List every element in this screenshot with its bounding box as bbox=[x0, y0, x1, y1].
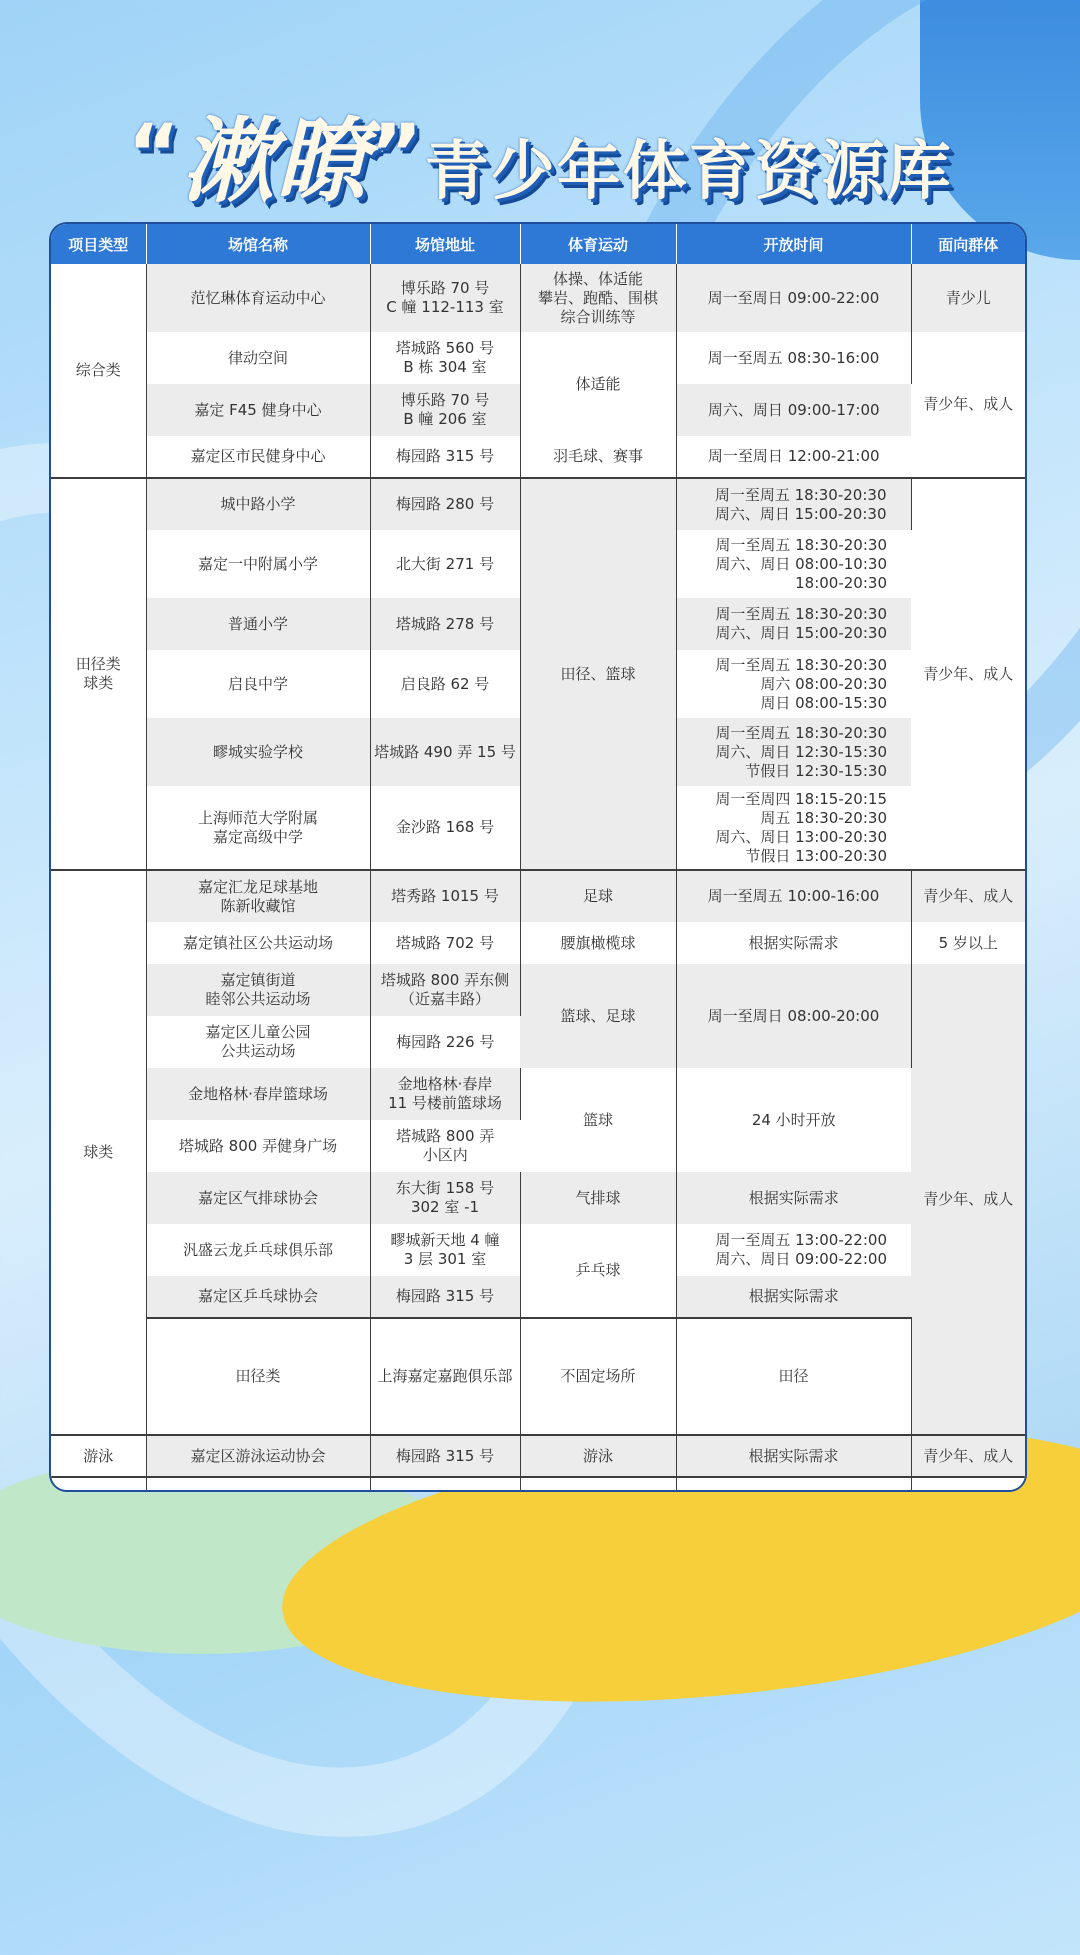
sport-cell: 气排球 bbox=[520, 1172, 676, 1224]
venue-name: 嘉定区游泳运动协会 bbox=[146, 1435, 370, 1477]
header-opening-hours: 开放时间 bbox=[676, 224, 911, 264]
venue-name: 嘉定一中附属小学 bbox=[146, 530, 370, 598]
table-row bbox=[51, 922, 1025, 964]
hours-cell: 根据实际需求 bbox=[676, 1172, 911, 1224]
audience-cell: 青少年、成人 bbox=[911, 332, 1025, 478]
venue-name: 嘉定镇社区公共运动场 bbox=[146, 922, 370, 964]
hours-cell: 周一至周五 10:00-16:00 bbox=[676, 870, 911, 922]
table-row bbox=[51, 264, 1025, 332]
hours-cell: 根据实际需求 bbox=[676, 922, 911, 964]
header-audience: 面向群体 bbox=[911, 224, 1025, 264]
sport-cell: 乒乓球 bbox=[520, 1224, 676, 1318]
venue-name: 嘉定区乒乓球协会 bbox=[146, 1276, 370, 1318]
sport-cell: 田径 bbox=[676, 1318, 911, 1435]
venue-name: 律动空间 bbox=[146, 332, 370, 384]
venue-name bbox=[146, 1477, 370, 1492]
sport-cell: 篮球 bbox=[520, 1068, 676, 1172]
venue-name: 启良中学 bbox=[146, 650, 370, 718]
category-cell: 球类 bbox=[51, 870, 146, 1435]
sport-cell: 羽毛球、赛事 bbox=[520, 436, 676, 478]
hours-cell: 周一至周日 09:00-22:00 bbox=[676, 264, 911, 332]
audience-cell: 青少年、成人 bbox=[911, 964, 1025, 1435]
hours-cell: 根据实际需求 bbox=[676, 1276, 911, 1318]
sport-cell: 足球 bbox=[520, 870, 676, 922]
sport-cell: 体操、体适能 攀岩、跑酷、围棋 综合训练等 bbox=[520, 264, 676, 332]
venue-address: 塔城路 702 号 bbox=[370, 922, 520, 964]
hours-cell: 周六、周日 09:00-17:00 bbox=[676, 384, 911, 436]
venue-name: 上海师范大学附属 嘉定高级中学 bbox=[146, 786, 370, 870]
audience-cell bbox=[911, 1477, 1025, 1492]
venue-address: 北大街 271 号 bbox=[370, 530, 520, 598]
venue-name: 嘉定区儿童公园 公共运动场 bbox=[146, 1016, 370, 1068]
hours-cell: 周一至周五 18:30-20:30 周六、周日 12:30-15:30 节假日 12:30-15:30 bbox=[676, 718, 911, 786]
hours-cell: 周一至周五 13:00-22:00 周六、周日 09:00-22:00 bbox=[676, 1224, 911, 1276]
title-main: 漱瞭 bbox=[181, 108, 370, 215]
venue-address: 梅园路 315 号 bbox=[370, 1435, 520, 1477]
venue-name: 塔城路 800 弄健身广场 bbox=[146, 1120, 370, 1172]
hours-cell: 周一至周日 08:00-20:00 bbox=[676, 964, 911, 1068]
audience-cell: 青少年、成人 bbox=[911, 870, 1025, 922]
venue-address: 疁城新天地 4 幢 3 层 301 室 bbox=[370, 1224, 520, 1276]
header-category: 项目类型 bbox=[51, 224, 146, 264]
venue-name: 疁城实验学校 bbox=[146, 718, 370, 786]
sport-cell: 腰旗橄榄球 bbox=[520, 922, 676, 964]
venue-address: 东大街 158 号 302 室 -1 bbox=[370, 1172, 520, 1224]
venue-address: 梅园路 315 号 bbox=[370, 1276, 520, 1318]
hours-cell: 周一至周日 12:00-21:00 bbox=[676, 436, 911, 478]
table-row bbox=[51, 478, 1025, 530]
venue-address: 塔城路 278 号 bbox=[370, 598, 520, 650]
venue-address: 梅园路 315 号 bbox=[370, 436, 520, 478]
venue-address: 塔城路 490 弄 15 号 bbox=[370, 718, 520, 786]
hours-cell: 周一至周五 18:30-20:30 周六 08:00-20:30 周日 08:00-15:30 bbox=[676, 650, 911, 718]
venue-name: 嘉定 F45 健身中心 bbox=[146, 384, 370, 436]
venue-address: 塔城路 800 弄东侧 （近嘉丰路） bbox=[370, 964, 520, 1016]
sport-cell: 田径、篮球 bbox=[520, 478, 676, 870]
venue-name: 城中路小学 bbox=[146, 478, 370, 530]
hours-cell: 24 小时开放 bbox=[676, 1068, 911, 1172]
venue-address: 金地格林·春岸 11 号楼前篮球场 bbox=[370, 1068, 520, 1120]
venue-name: 嘉定区市民健身中心 bbox=[146, 436, 370, 478]
hours-cell: 周一至周五 18:30-20:30 周六、周日 15:00-20:30 bbox=[676, 598, 911, 650]
table-row bbox=[51, 1318, 1025, 1435]
hours-cell: 根据实际需求 bbox=[676, 1435, 911, 1477]
header-venue-address: 场馆地址 bbox=[370, 224, 520, 264]
venue-name: 普通小学 bbox=[146, 598, 370, 650]
hours-cell: 周一至周五 08:30-16:00 bbox=[676, 332, 911, 384]
venue-address: 梅园路 226 号 bbox=[370, 1016, 520, 1068]
venue-name: 上海嘉定嘉跑俱乐部 bbox=[370, 1318, 520, 1435]
audience-cell: 青少年、成人 bbox=[911, 1435, 1025, 1477]
table-row bbox=[51, 1435, 1025, 1477]
table-row bbox=[51, 1224, 1025, 1276]
venue-name: 金地格林·春岸篮球场 bbox=[146, 1068, 370, 1120]
venue-name: 嘉定区气排球协会 bbox=[146, 1172, 370, 1224]
category-cell: 综合类 bbox=[51, 264, 146, 478]
venue-name: 范忆琳体育运动中心 bbox=[146, 264, 370, 332]
title-quote-open: “ bbox=[127, 107, 182, 200]
hours-cell: 周一至周五 18:30-20:30 周六、周日 15:00-20:30 bbox=[676, 478, 911, 530]
venue-name: 汎盛云龙乒乓球俱乐部 bbox=[146, 1224, 370, 1276]
audience-cell: 5 岁以上 bbox=[911, 922, 1025, 964]
sport-cell: 篮球、足球 bbox=[520, 964, 676, 1068]
audience-cell: 青少儿 bbox=[911, 264, 1025, 332]
venue-name: 嘉定镇街道 睦邻公共运动场 bbox=[146, 964, 370, 1016]
header-sport: 体育运动 bbox=[520, 224, 676, 264]
venue-address bbox=[370, 1477, 520, 1492]
table-row bbox=[51, 332, 1025, 384]
venue-address: 塔秀路 1015 号 bbox=[370, 870, 520, 922]
sport-cell: 游泳 bbox=[520, 1435, 676, 1477]
venue-address: 博乐路 70 号 B 幢 206 室 bbox=[370, 384, 520, 436]
header-venue-name: 场馆名称 bbox=[146, 224, 370, 264]
hours-cell: 周一至周四 18:15-20:15 周五 18:30-20:30 周六、周日 13:00-20:30 节假日 13:00-20:30 bbox=[676, 786, 911, 870]
title-rest: 青少年体育资源库 bbox=[424, 135, 953, 209]
table-row bbox=[51, 1068, 1025, 1120]
category-cell: 田径类 bbox=[146, 1318, 370, 1435]
table-header-row bbox=[51, 224, 1025, 264]
hours-cell: 周一至周五 18:30-20:30 周六、周日 08:00-10:30 18:00-20:30 bbox=[676, 530, 911, 598]
venue-address: 梅园路 280 号 bbox=[370, 478, 520, 530]
page-title bbox=[0, 88, 1080, 220]
sport-cell bbox=[520, 1477, 676, 1492]
resource-table bbox=[49, 222, 1027, 1492]
venue-name: 嘉定汇龙足球基地 陈新收藏馆 bbox=[146, 870, 370, 922]
venue-address: 塔城路 800 弄 小区内 bbox=[370, 1120, 520, 1172]
title-quote-close: ” bbox=[370, 107, 425, 200]
venue-address: 不固定场所 bbox=[520, 1318, 676, 1435]
table-row bbox=[51, 870, 1025, 922]
table-row bbox=[51, 436, 1025, 478]
venue-address: 启良路 62 号 bbox=[370, 650, 520, 718]
audience-cell: 青少年、成人 bbox=[911, 478, 1025, 870]
sport-cell: 体适能 bbox=[520, 332, 676, 436]
table-row bbox=[51, 1477, 1025, 1492]
category-cell: 游泳 bbox=[51, 1435, 146, 1477]
table-row bbox=[51, 1172, 1025, 1224]
venue-address: 塔城路 560 号 B 栋 304 室 bbox=[370, 332, 520, 384]
venue-address: 博乐路 70 号 C 幢 112-113 室 bbox=[370, 264, 520, 332]
hours-cell bbox=[676, 1477, 911, 1492]
venue-address: 金沙路 168 号 bbox=[370, 786, 520, 870]
category-cell: 田径类 球类 bbox=[51, 478, 146, 870]
table-row bbox=[51, 964, 1025, 1016]
category-cell bbox=[51, 1477, 146, 1492]
